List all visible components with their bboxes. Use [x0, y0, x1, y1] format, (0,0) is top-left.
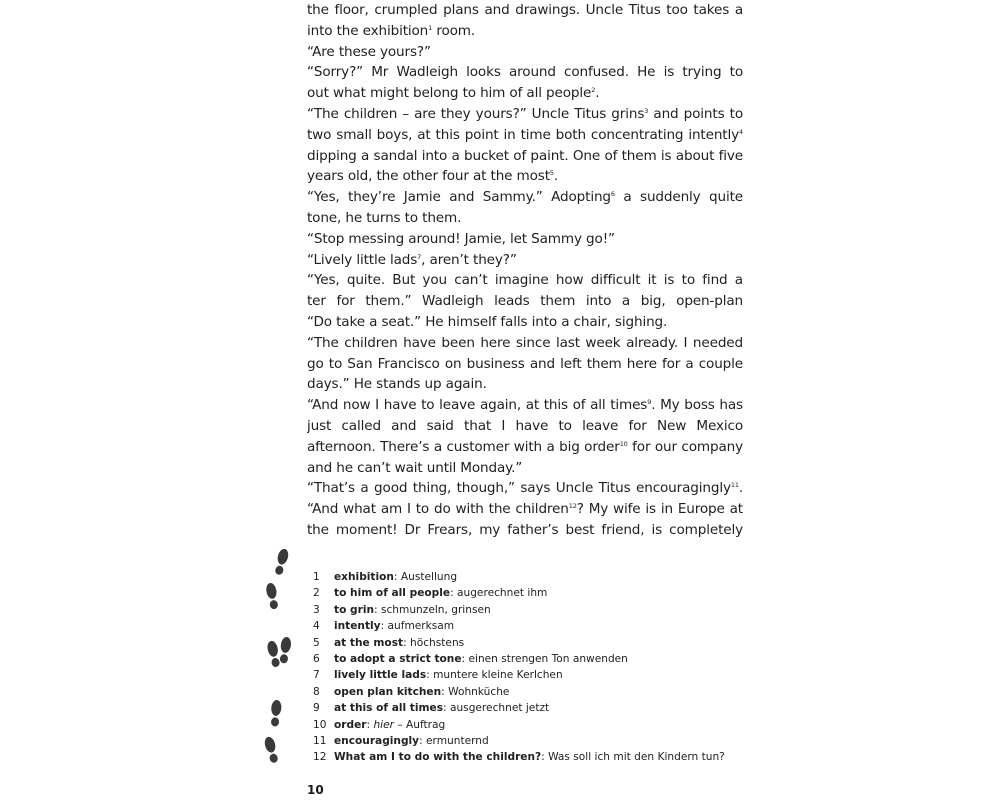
glossary-number: 3 — [313, 603, 320, 616]
footprint-icon — [278, 636, 292, 664]
glossary-definition: : höchstens — [403, 636, 465, 649]
footnote-marker: 10 — [619, 439, 628, 448]
story-line: “The children – are they yours?” Uncle Titus grins$^3$ and points to — [307, 105, 743, 122]
footprint-icon — [265, 582, 279, 610]
story-line: “And now I have to leave again, at this of all times$^9$. My boss has — [307, 397, 743, 414]
page-number: 10 — [307, 783, 324, 797]
glossary-entry — [313, 733, 833, 749]
footnote-marker: 11 — [730, 481, 739, 490]
story-line: “And what am I to do with the children$^{12}$? My wife is in Europe at — [307, 501, 743, 518]
glossary-entry — [313, 700, 833, 716]
story-line: tone, he turns to them. — [307, 209, 462, 226]
footnote-marker: 6 — [610, 190, 615, 199]
glossary-term: encouragingly — [334, 734, 420, 747]
glossary-number: 6 — [313, 652, 320, 665]
glossary-definition: : ausgerechnet jetzt — [443, 702, 550, 715]
glossary-definition: : aufmerksam — [380, 620, 455, 633]
glossary-term: intently — [334, 620, 381, 633]
story-line: the floor, crumpled plans and drawings. Uncle Titus too takes a — [307, 2, 743, 18]
story-line: “Yes, they’re Jamie and Sammy.” Adopting$^6$ a suddenly quite — [307, 189, 743, 206]
glossary-entry — [313, 585, 833, 601]
story-line: “The children have been here since last week already. I needed — [307, 334, 743, 351]
story-line: “Yes, quite. But you can’t imagine how difficult it is to find a — [307, 272, 743, 289]
glossary-term: to grin — [334, 603, 375, 616]
story-line: days.” He stands up again. — [307, 376, 487, 393]
story-line: the moment! Dr Frears, my father’s best friend, is completely — [307, 521, 743, 538]
glossary-term: at the most — [334, 636, 404, 649]
footprint-icon — [270, 700, 282, 727]
glossary-entry — [313, 635, 833, 651]
glossary-number: 10 — [313, 718, 327, 731]
story-line: out what might belong to him of all people$^2$. — [307, 85, 600, 102]
footprint-icon — [273, 548, 290, 576]
glossary-number: 1 — [313, 571, 320, 583]
footnote-marker: 3 — [644, 106, 649, 115]
footnote-marker: 9 — [647, 398, 652, 407]
glossary-entry — [313, 749, 833, 765]
story-line: “Lively little lads$^7$, aren’t they?” — [307, 251, 517, 268]
glossary-definition: : Austellung — [393, 571, 458, 583]
glossary-entry — [313, 569, 833, 585]
glossary-term: to adopt a strict tone — [334, 652, 462, 665]
glossary-definition: : Wohnküche — [441, 685, 510, 698]
glossary-entry — [313, 618, 833, 634]
glossary-entry — [313, 667, 833, 683]
glossary-term: open plan kitchen — [334, 685, 442, 698]
story-line: “Sorry?” Mr Wadleigh looks around confused. He is trying to — [307, 64, 743, 81]
glossary-number: 8 — [313, 685, 320, 698]
footnote-marker: 5 — [549, 169, 554, 178]
glossary — [313, 569, 833, 766]
story-line: dipping a sandal into a bucket of paint. One of them is about five — [307, 147, 743, 164]
footnote-marker: 2 — [591, 86, 596, 95]
footprint-icon — [263, 736, 280, 764]
glossary-number: 12 — [313, 751, 327, 764]
footprint-icon — [266, 640, 281, 668]
story-line: just called and said that I have to leave for New Mexico — [307, 417, 743, 434]
glossary-entry — [313, 651, 833, 667]
glossary-term: to him of all people — [334, 587, 451, 600]
glossary-number: 4 — [313, 620, 320, 633]
glossary-definition: : augerechnet ihm — [450, 587, 548, 600]
footprints-decoration — [255, 543, 305, 773]
story-line: into the exhibition$^1$ room. — [307, 22, 476, 39]
glossary-definition: : ermunternd — [419, 734, 489, 747]
glossary-term: lively little lads — [334, 669, 427, 682]
glossary-definition: : schmunzeln, grinsen — [374, 603, 491, 616]
glossary-term: What am I to do with the children? — [334, 751, 542, 764]
glossary-definition: : hier – Auftrag — [366, 718, 446, 731]
glossary-number: 2 — [313, 587, 320, 600]
story-line: “Stop messing around! Jamie, let Sammy go!” — [307, 230, 615, 247]
story-text — [307, 0, 743, 541]
footnote-marker: 12 — [568, 502, 577, 511]
glossary-entry — [313, 602, 833, 618]
story-line: and he can’t wait until Monday.” — [307, 459, 523, 476]
footnote-marker: 4 — [739, 127, 743, 136]
story-line: go to San Francisco on business and left them here for a couple — [307, 355, 743, 372]
glossary-definition: : muntere kleine Kerlchen — [426, 669, 563, 682]
glossary-number: 7 — [313, 669, 320, 682]
glossary-number: 11 — [313, 734, 327, 747]
story-line: afternoon. There’s a customer with a big order$^{10}$ for our company — [307, 438, 743, 455]
glossary-definition: : einen strengen Ton anwenden — [461, 652, 628, 665]
story-line: “Do take a seat.” He himself falls into a chair, sighing. — [307, 313, 668, 330]
story-line: “Are these yours?” — [307, 43, 431, 60]
story-line: years old, the other four at the most$^5$. — [307, 168, 559, 185]
glossary-term: exhibition — [334, 571, 394, 583]
glossary-number: 5 — [313, 636, 320, 649]
glossary-term: order — [334, 718, 367, 731]
glossary-definition: : Was soll ich mit den Kindern tun? — [541, 751, 725, 764]
story-line: ter for them.” Wadleigh leads them into a big, open-plan — [307, 293, 743, 310]
story-line: “That’s a good thing, though,” says Uncle Titus encouragingly$^{11}$. — [307, 480, 743, 497]
glossary-entry — [313, 717, 833, 733]
footnote-marker: 1 — [428, 23, 433, 32]
glossary-term: at this of all times — [334, 702, 444, 715]
footnote-marker: 7 — [417, 252, 422, 261]
story-line: two small boys, at this point in time both concentrating intently$^4$ — [307, 126, 743, 143]
glossary-entry — [313, 684, 833, 700]
glossary-number: 9 — [313, 702, 320, 715]
